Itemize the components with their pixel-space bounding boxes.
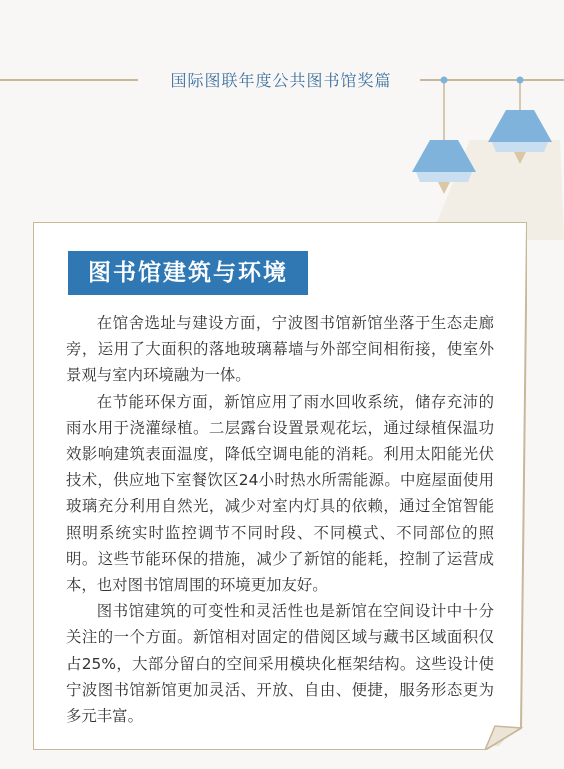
lamp-decoration — [0, 0, 564, 240]
paragraph-site-selection: 在馆舍选址与建设方面，宁波图书馆新馆坐落于生态走廊旁，运用了大面积的落地玻璃幕墙与外部空间相衔接，使室外景观与室内环境融为一体。 — [66, 314, 494, 385]
paragraph-energy-saving: 在节能环保方面，新馆应用了雨水回收系统，储存充沛的雨水用于浇灌绿植。二层露台设置景观花坛，通过绿植保温功效影响建筑表面温度，降低空调电能的消耗。利用太阳能光伏技术，供应地下室餐饮区24小时热水所需能源。中庭屋面使用玻璃充分利用自然光，减少对室内灯具的依赖，通过全馆智能照明系统实时监控调节不同时段、不同模式、不同部位的照明。这些节能环保的措施，减少了新馆的能耗，控制了运营成本，也对图书馆周围的环境更加友好。 — [66, 392, 494, 595]
section-title: 图书馆建筑与环境 — [68, 251, 308, 295]
lamp-shade-1 — [412, 140, 476, 172]
paragraph-flexibility: 图书馆建筑的可变性和灵活性也是新馆在空间设计中十分关注的一个方面。新馆相对固定的借阅区域与藏书区域面积仅占25%，大部分留白的空间采用模块化框架结构。这些设计使宁波图书馆新馆更加灵活、开放、自由、便捷，服务形态更为多元丰富。 — [66, 602, 494, 726]
body-text — [66, 310, 494, 729]
lamp-shade-2-inner — [492, 142, 548, 152]
lamp-shade-1-inner — [416, 172, 472, 182]
header-title: 国际图联年度公共图书馆奖篇 — [170, 71, 392, 90]
lamp-bulb-1 — [438, 182, 450, 194]
lamp-joint-2 — [517, 77, 524, 84]
lamp-shade-2 — [488, 110, 552, 142]
lamp-joint-1 — [441, 77, 448, 84]
